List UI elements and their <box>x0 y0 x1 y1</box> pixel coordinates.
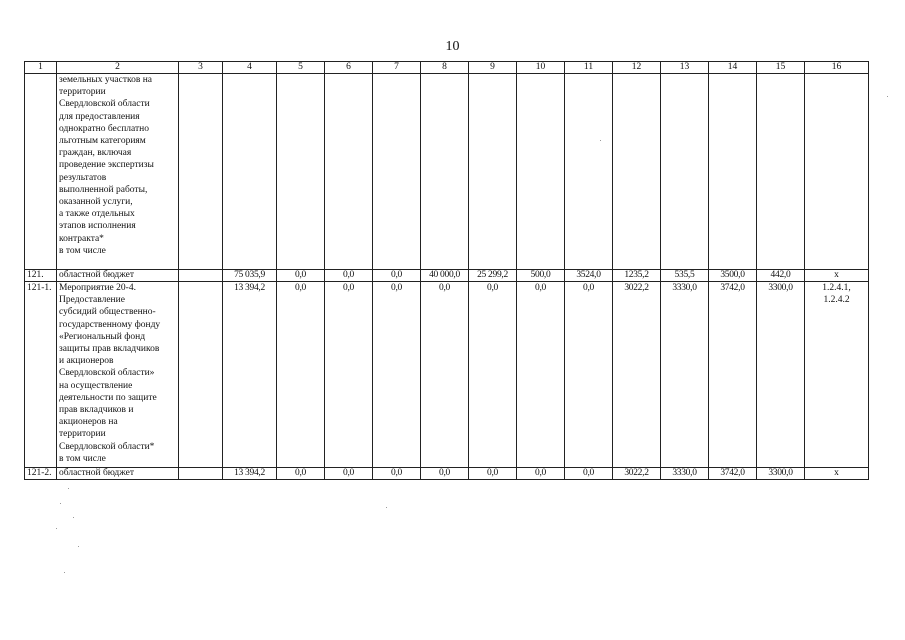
table-cell <box>179 270 223 282</box>
table-cell <box>179 74 223 270</box>
column-header: 3 <box>179 62 223 74</box>
scan-speck <box>78 546 79 547</box>
table-cell <box>565 74 613 270</box>
table-cell: 0,0 <box>325 468 373 480</box>
row-description: областной бюджет <box>57 270 179 282</box>
table-cell <box>421 74 469 270</box>
table-cell: 3022,2 <box>613 282 661 468</box>
table-cell: 3742,0 <box>709 282 757 468</box>
table-cell: 13 394,2 <box>223 468 277 480</box>
table-cell: 0,0 <box>325 270 373 282</box>
table-cell: 0,0 <box>565 468 613 480</box>
table-cell: 0,0 <box>277 282 325 468</box>
table-cell: 13 394,2 <box>223 282 277 468</box>
column-header: 9 <box>469 62 517 74</box>
table-cell <box>661 74 709 270</box>
table-cell: 3330,0 <box>661 468 709 480</box>
scan-speck <box>60 503 61 504</box>
target-code-cell: х <box>805 270 869 282</box>
table-cell: 0,0 <box>517 282 565 468</box>
scan-speck <box>56 528 57 529</box>
table-cell: 0,0 <box>373 270 421 282</box>
table-header-row <box>25 62 869 74</box>
table-cell <box>373 74 421 270</box>
scan-speck <box>386 507 387 508</box>
table-cell: 3742,0 <box>709 468 757 480</box>
scan-speck <box>64 572 65 573</box>
column-header: 14 <box>709 62 757 74</box>
scan-speck <box>73 517 74 518</box>
target-code-cell <box>805 74 869 270</box>
target-code-cell: 1.2.4.1, 1.2.4.2 <box>805 282 869 468</box>
column-header: 6 <box>325 62 373 74</box>
column-header: 10 <box>517 62 565 74</box>
table-cell: 500,0 <box>517 270 565 282</box>
column-header: 8 <box>421 62 469 74</box>
table-cell <box>277 74 325 270</box>
column-header: 5 <box>277 62 325 74</box>
scan-speck <box>600 140 601 141</box>
target-code-cell: х <box>805 468 869 480</box>
table-cell: 0,0 <box>277 270 325 282</box>
table-cell: 3300,0 <box>757 468 805 480</box>
table-cell: 0,0 <box>517 468 565 480</box>
table-cell: 0,0 <box>325 282 373 468</box>
table-cell: 442,0 <box>757 270 805 282</box>
table-cell <box>517 74 565 270</box>
table-cell: 75 035,9 <box>223 270 277 282</box>
table-cell <box>179 468 223 480</box>
column-header: 15 <box>757 62 805 74</box>
table-cell: 0,0 <box>565 282 613 468</box>
column-header: 2 <box>57 62 179 74</box>
row-number <box>25 74 57 270</box>
table-cell: 3330,0 <box>661 282 709 468</box>
table-cell: 0,0 <box>373 468 421 480</box>
table-cell: 0,0 <box>373 282 421 468</box>
budget-table <box>24 61 869 480</box>
table-cell: 0,0 <box>277 468 325 480</box>
column-header: 16 <box>805 62 869 74</box>
row-description: областной бюджет <box>57 468 179 480</box>
table-cell: 3524,0 <box>565 270 613 282</box>
table-cell: 3300,0 <box>757 282 805 468</box>
table-cell: 3500,0 <box>709 270 757 282</box>
table-row <box>25 282 869 468</box>
column-header: 11 <box>565 62 613 74</box>
column-header: 1 <box>25 62 57 74</box>
row-number: 121-1. <box>25 282 57 468</box>
row-number: 121-2. <box>25 468 57 480</box>
table-cell: 535,5 <box>661 270 709 282</box>
scan-speck <box>68 488 69 489</box>
table-cell <box>469 74 517 270</box>
table-cell: 0,0 <box>421 282 469 468</box>
table-cell: 3022,2 <box>613 468 661 480</box>
column-header: 4 <box>223 62 277 74</box>
table-cell <box>325 74 373 270</box>
column-header: 12 <box>613 62 661 74</box>
table-cell <box>223 74 277 270</box>
table-cell: 0,0 <box>469 282 517 468</box>
table-cell: 40 000,0 <box>421 270 469 282</box>
table-cell: 0,0 <box>469 468 517 480</box>
table-cell: 1235,2 <box>613 270 661 282</box>
table-row <box>25 74 869 270</box>
scan-speck <box>887 96 888 97</box>
table-cell: 0,0 <box>421 468 469 480</box>
row-description: земельных участков на территории Свердловской области для предоставления однократно бесплатно льготным категориям граждан, включая проведение экспертизы результатов выполненной работы, оказанной услуги, а также отдельных этапов исполнения контракта* в том числе <box>57 74 179 270</box>
table-row <box>25 468 869 480</box>
table-cell <box>613 74 661 270</box>
table-row <box>25 270 869 282</box>
row-number: 121. <box>25 270 57 282</box>
table-cell <box>179 282 223 468</box>
column-header: 13 <box>661 62 709 74</box>
column-header: 7 <box>373 62 421 74</box>
table-cell <box>709 74 757 270</box>
table-cell <box>757 74 805 270</box>
page-number: 10 <box>445 39 460 54</box>
row-description: Мероприятие 20-4. Предоставление субсидий общественно- государственному фонду «Региональный фонд защиты прав вкладчиков и акционеров Свердловской области» на осуществление деятельности по защите прав вкладчиков и акционеров на территории Свердловской области* в том числе <box>57 282 179 468</box>
table-cell: 25 299,2 <box>469 270 517 282</box>
